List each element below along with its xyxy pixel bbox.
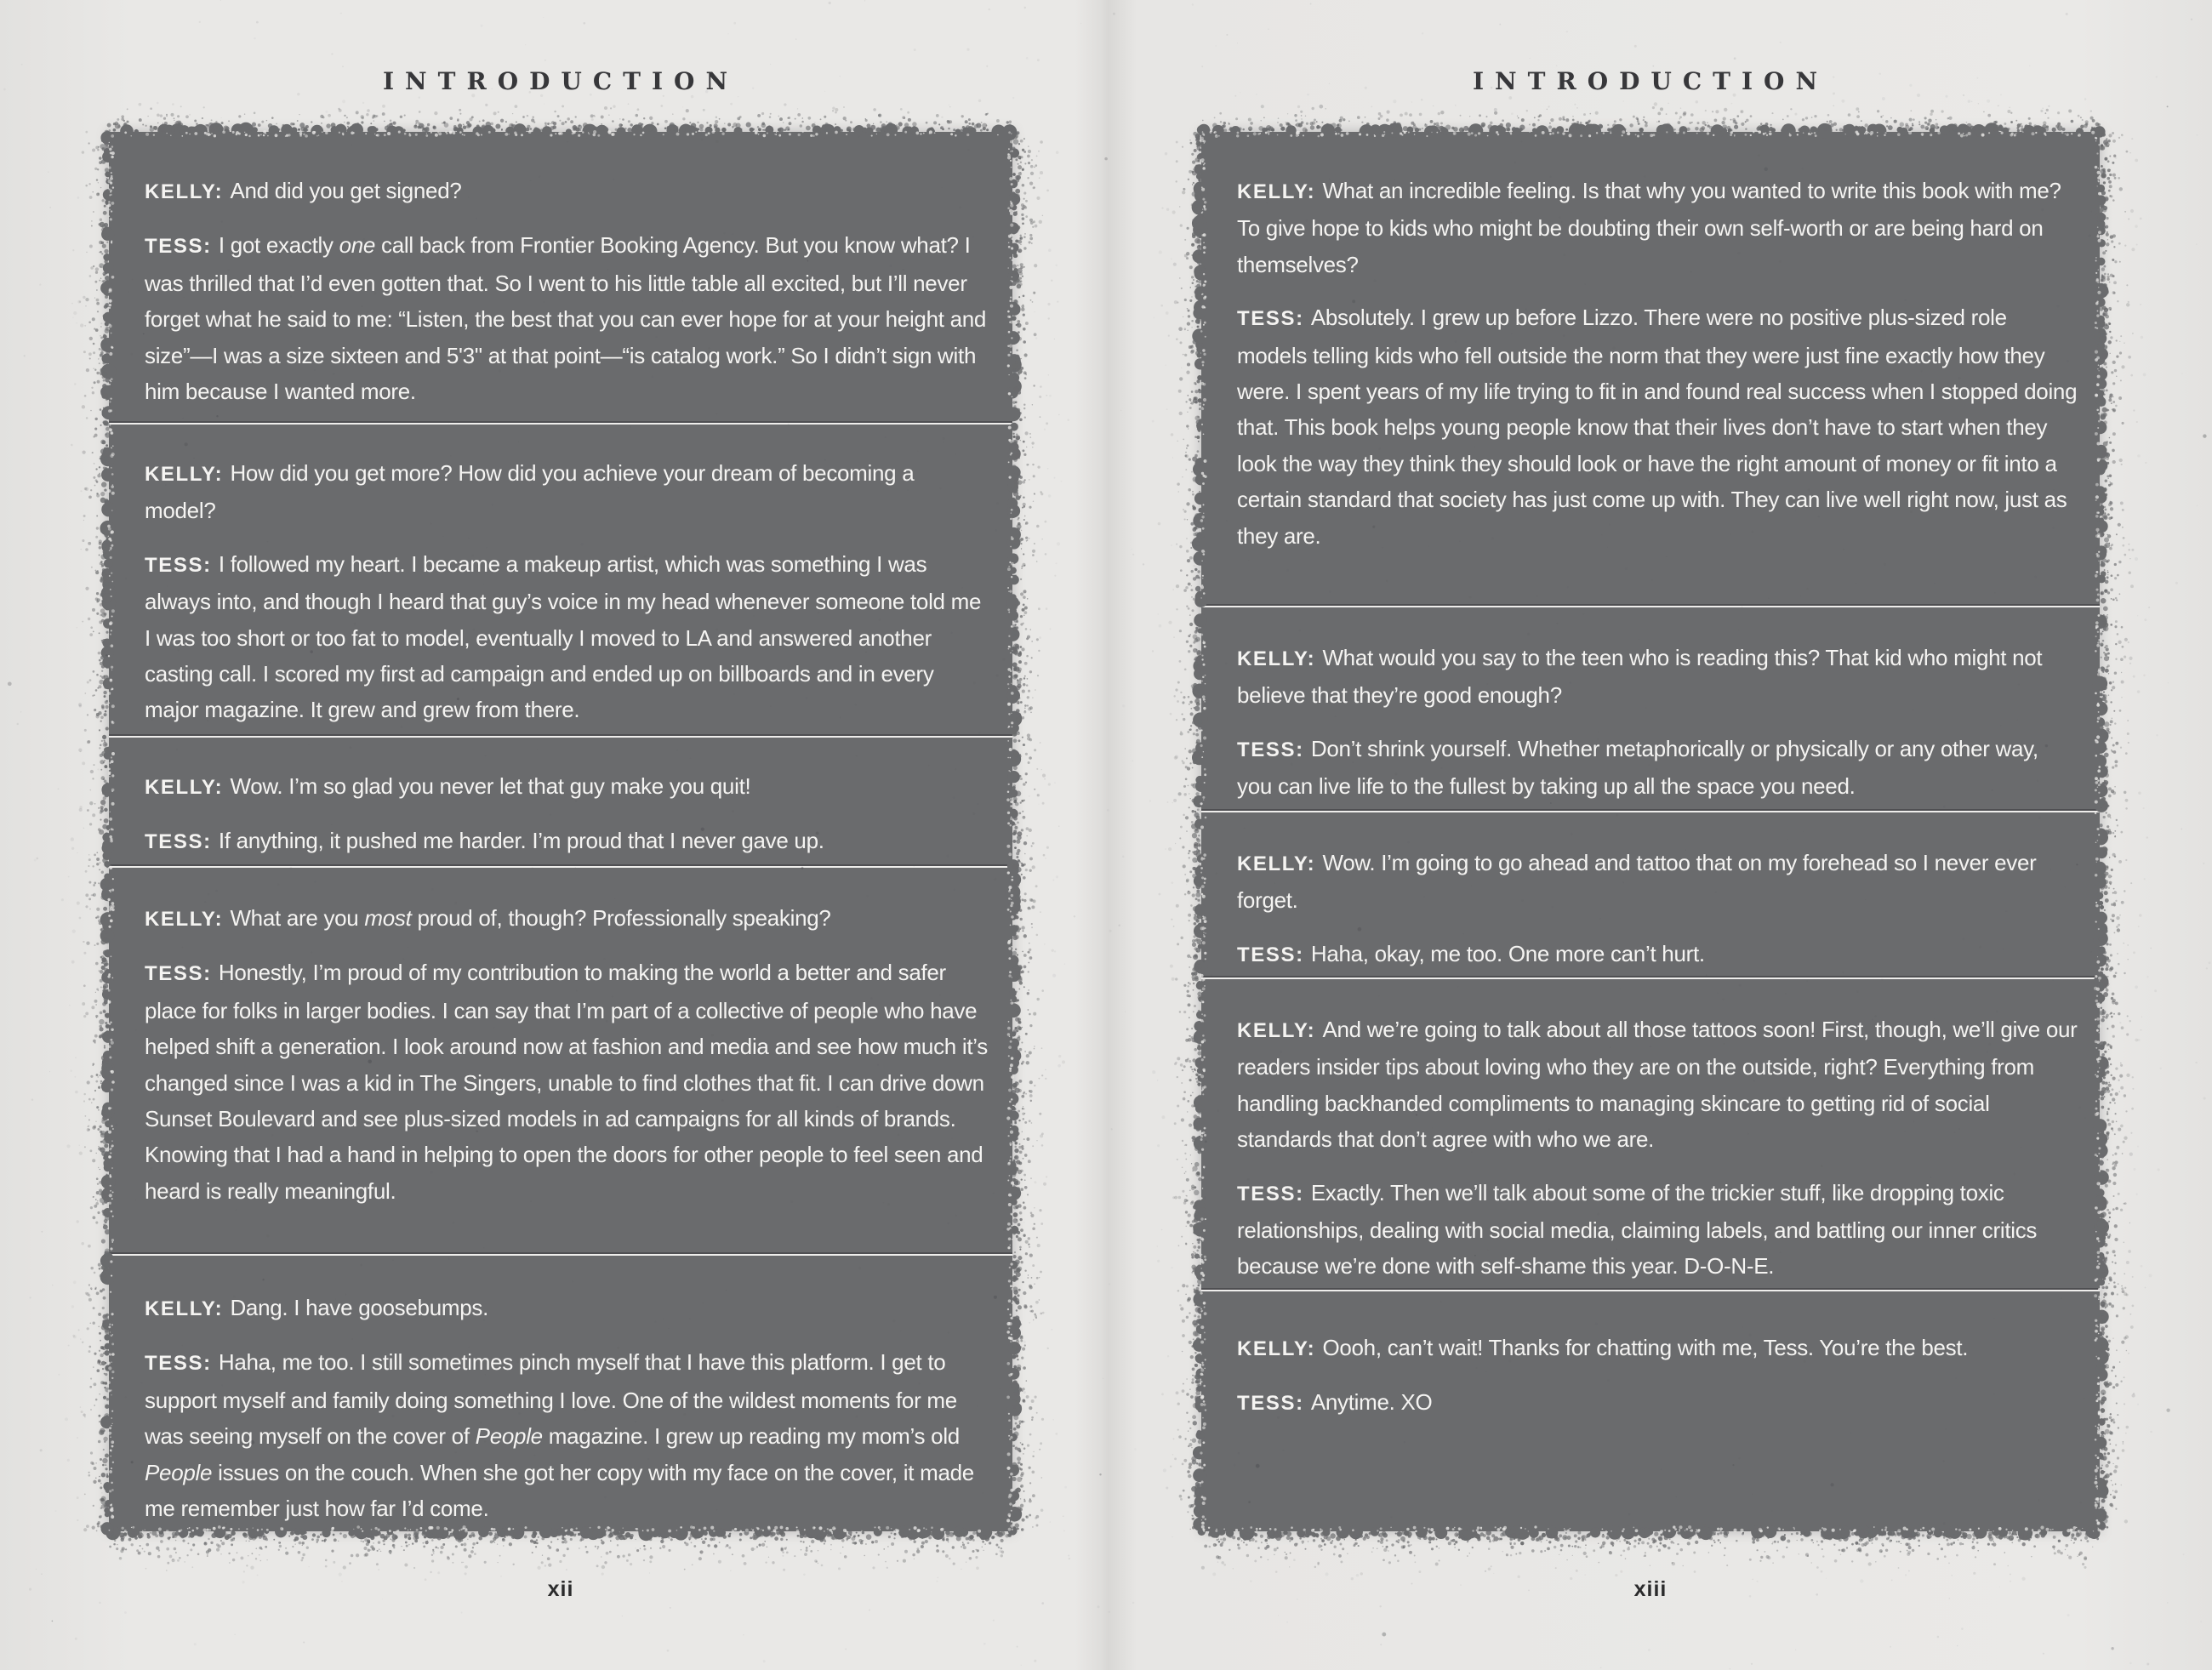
dialogue-paragraph [145, 823, 990, 860]
left-page-number: xii [547, 1577, 574, 1601]
speaker-label: KELLY: [1237, 647, 1316, 670]
dialogue-paragraph [145, 900, 990, 938]
speaker-label: KELLY: [1237, 1337, 1316, 1360]
speaker-label: KELLY: [1237, 852, 1316, 875]
speaker-label: KELLY: [1237, 1019, 1316, 1042]
dialogue-text: I followed my heart. I became a makeup artist, which was something I was always into, and though I heard that guy’s voice in my head whenever someone told me I was too short or too fat to model, eventually I moved to LA and answered another casting call. I scored my first ad campaign and ended up on billboards and in every major magazine. It grew and grew from there. [145, 550, 982, 723]
dialogue-section [1201, 1291, 2100, 1528]
dialogue-text: Wow. I’m so glad you never let that guy make you quit! [230, 773, 751, 799]
speaker-label: KELLY: [1237, 180, 1316, 203]
dialogue-text: What would you say to the teen who is reading this? That kid who might not believe that they’re good enough? [1237, 645, 2043, 709]
dialogue-paragraph [1237, 1012, 2078, 1158]
right-running-head: INTRODUCTION [1472, 67, 1829, 95]
dialogue-text: Anytime. XO [1310, 1389, 1433, 1416]
speaker-label: KELLY: [145, 1297, 224, 1320]
dialogue-text: What an incredible feeling. Is that why you wanted to write this book with me? To give hope to kids who might be doubting their own self-worth or are being hard on themselves? [1237, 178, 2061, 277]
dialogue-paragraph [1237, 1175, 2078, 1285]
dialogue-section [1201, 979, 2100, 1290]
speaker-label: TESS: [1237, 307, 1304, 331]
dialogue-paragraph [145, 546, 990, 728]
speaker-label: TESS: [1237, 738, 1304, 761]
dialogue-section [109, 738, 1012, 866]
speaker-label: TESS: [145, 235, 212, 259]
dialogue-paragraph [1237, 936, 2078, 973]
speaker-label: KELLY: [145, 776, 224, 799]
dialogue-text: If anything, it pushed me harder. I’m proud that I never gave up. [218, 828, 824, 854]
speaker-label: TESS: [145, 1352, 212, 1376]
dialogue-section [109, 425, 1012, 736]
left-running-head: INTRODUCTION [382, 67, 739, 95]
dialogue-paragraph [1237, 1330, 2078, 1367]
dialogue-text: Wow. I’m going to go ahead and tattoo that on my forehead so I never ever forget. [1237, 850, 2037, 914]
dialogue-text: Dang. I have goosebumps. [230, 1295, 488, 1320]
dialogue-section [1201, 607, 2100, 811]
dialogue-text: And we’re going to talk about all those tattoos soon! First, though, we’ll give our readers insider tips about loving who they are on the outside, right? Everything from handling backhanded compliments to managing skincare to getting rid of social standards that don’t agree with who we are. [1237, 1017, 2078, 1153]
dialogue-paragraph [145, 768, 990, 806]
dialogue-section [1201, 132, 2100, 606]
dialogue-section [109, 132, 1012, 423]
dialogue-text: Absolutely. I grew up before Lizzo. There were no positive plus-sized role models telling kids who fell outside the norm that they were just fine exactly how they were. I spent years of my life trying to fit in and found real success when I stopped doing that. This book helps young people know that their lives don’t have to start when they look the way they think they should look or have the right amount of money or fit into a certain standard that society has just come up with. They can live well right now, just as they are. [1237, 305, 2078, 549]
speaker-label: TESS: [1237, 1182, 1304, 1205]
speaker-label: TESS: [145, 962, 212, 986]
dialogue-text: I got exactly one call back from Frontier Booking Agency. But you know what? I was thrilled that I’d even gotten that. So I went to his little table all excited, but I’ll never forget what he said to me: “Listen, the best that you can ever hope for at your height and size”—I was a size sixteen and 5'3" at that point—“is catalog work.” So I didn’t sign with him because I wanted more. [145, 232, 987, 405]
dialogue-paragraph [145, 227, 990, 409]
dialogue-paragraph [1237, 1384, 2078, 1422]
dialogue-paragraph [145, 173, 990, 210]
dialogue-paragraph [145, 1344, 990, 1526]
dialogue-text: What are you most proud of, though? Professionally speaking? [230, 905, 831, 931]
dialogue-text: Oooh, can’t wait! Thanks for chatting with me, Tess. You’re the best. [1322, 1335, 1969, 1360]
dialogue-paragraph [145, 455, 990, 529]
speaker-label: KELLY: [145, 908, 224, 931]
speaker-label: TESS: [1237, 1392, 1304, 1416]
dialogue-paragraph [1237, 640, 2078, 714]
speaker-label: TESS: [1237, 943, 1304, 966]
speaker-label: KELLY: [145, 463, 224, 486]
dialogue-text: How did you get more? How did you achieve your dream of becoming a model? [145, 460, 915, 524]
dialogue-text: Haha, me too. I still sometimes pinch myself that I have this platform. I get to support myself and family doing something I love. One of the wildest moments for me was seeing myself on the cover of People magazine. I grew up reading my mom’s old People issues on the couch. When she got her copy with my face on the cover, it made me remember just how far I’d come. [145, 1349, 974, 1522]
dialogue-paragraph [1237, 299, 2078, 554]
right-dialogue-panel [1201, 132, 2100, 1531]
speaker-label: TESS: [145, 553, 212, 577]
dialogue-section [109, 868, 1012, 1254]
dialogue-text: And did you get signed? [230, 178, 462, 203]
speaker-label: KELLY: [145, 180, 224, 203]
dialogue-text: Don’t shrink yourself. Whether metaphorically or physically or any other way, you can live life to the fullest by taking up all the space you need. [1237, 735, 2038, 800]
dialogue-paragraph [145, 1290, 990, 1327]
dialogue-paragraph [1237, 845, 2078, 919]
dialogue-section [1201, 812, 2100, 977]
dialogue-paragraph [1237, 731, 2078, 805]
speaker-label: TESS: [145, 830, 212, 854]
right-page-number: xiii [1633, 1577, 1668, 1601]
dialogue-paragraph [1237, 173, 2078, 282]
left-dialogue-panel [109, 132, 1012, 1531]
dialogue-text: Haha, okay, me too. One more can’t hurt. [1310, 940, 1705, 966]
dialogue-section [109, 1256, 1012, 1528]
dialogue-text: Honestly, I’m proud of my contribution to making the world a better and safer place for folks in larger bodies. I can say that I’m part of a collective of people who have helped shift a generation. I look around now at fashion and media and see how much it’s changed since I was a kid in The Singers, unable to find clothes that fit. I can drive down Sunset Boulevard and see plus-sized models in ad campaigns for all kinds of brands. Knowing that I had a hand in helping to open the doors for other people to feel seen and heard is really meaningful. [145, 960, 988, 1204]
dialogue-paragraph [145, 955, 990, 1209]
dialogue-text: Exactly. Then we’ll talk about some of the trickier stuff, like dropping toxic relationships, dealing with social media, claiming labels, and battling our inner critics because we’re done with self-shame this year. D-O-N-E. [1237, 1179, 2038, 1280]
